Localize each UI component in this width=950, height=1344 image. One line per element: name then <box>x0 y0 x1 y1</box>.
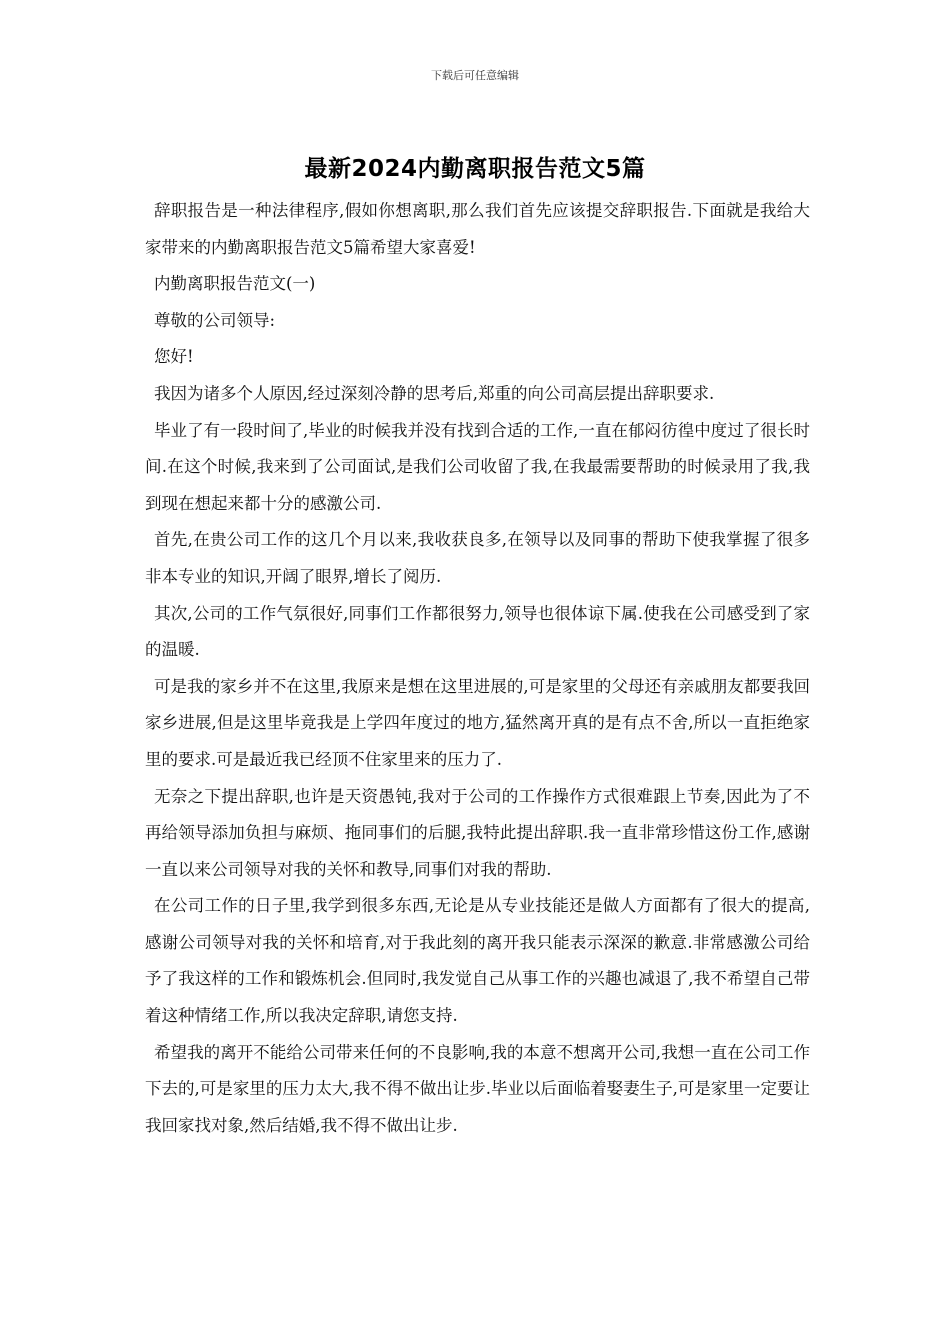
body-paragraph: 在公司工作的日子里,我学到很多东西,无论是从专业技能还是做人方面都有了很大的提高,感谢公司领导对我的关怀和培育,对于我此刻的离开我只能表示深深的歉意.非常感激公司给予了我这样的工作和锻炼机会.但同时,我发觉自己从事工作的兴趣也减退了,我不希望自己带着这种情绪工作,所以我决定辞职,请您支持. <box>145 896 810 1026</box>
body-paragraph: 希望我的离开不能给公司带来任何的不良影响,我的本意不想离开公司,我想一直在公司工作下去的,可是家里的压力太大,我不得不做出让步.毕业以后面临着娶妻生子,可是家里一定要让我回家找对象,然后结婚,我不得不做出让步. <box>145 1042 810 1135</box>
body-paragraph: 其次,公司的工作气氛很好,同事们工作都很努力,领导也很体谅下属.使我在公司感受到了家的温暖. <box>145 603 810 660</box>
greeting: 您好! <box>154 347 194 367</box>
intro-paragraph: 辞职报告是一种法律程序,假如你想离职,那么我们首先应该提交辞职报告.下面就是我给大家带来的内勤离职报告范文5篇希望大家喜爱! <box>145 201 810 257</box>
body-paragraph: 无奈之下提出辞职,也许是天资愚钝,我对于公司的工作操作方式很难跟上节奏,因此为了不再给领导添加负担与麻烦、拖同事们的后腿,我特此提出辞职.我一直非常珍惜这份工作,感谢一直以来公司领导对我的关怀和教导,同事们对我的帮助. <box>145 786 810 879</box>
body-paragraph: 毕业了有一段时间了,毕业的时候我并没有找到合适的工作,一直在郁闷彷徨中度过了很长时间.在这个时候,我来到了公司面试,是我们公司收留了我,在我最需要帮助的时候录用了我,我到现在想起来都十分的感激公司. <box>145 420 810 513</box>
document-title: 最新2024内勤离职报告范文5篇 <box>304 156 646 182</box>
section-heading: 内勤离职报告范文(一) <box>154 274 316 294</box>
salutation: 尊敬的公司领导: <box>154 310 276 330</box>
header-note: 下载后可任意编辑 <box>431 69 519 82</box>
body-paragraph: 首先,在贵公司工作的这几个月以来,我收获良多,在领导以及同事的帮助下使我掌握了很多非本专业的知识,开阔了眼界,增长了阅历. <box>145 530 810 586</box>
document-body <box>145 193 810 1144</box>
body-paragraph: 可是我的家乡并不在这里,我原来是想在这里进展的,可是家里的父母还有亲戚朋友都要我回家乡进展,但是这里毕竟我是上学四年度过的地方,猛然离开真的是有点不舍,所以一直拒绝家里的要求.可是最近我已经顶不住家里来的压力了. <box>145 676 810 769</box>
body-paragraph: 我因为诸多个人原因,经过深刻冷静的思考后,郑重的向公司高层提出辞职要求. <box>154 383 715 403</box>
